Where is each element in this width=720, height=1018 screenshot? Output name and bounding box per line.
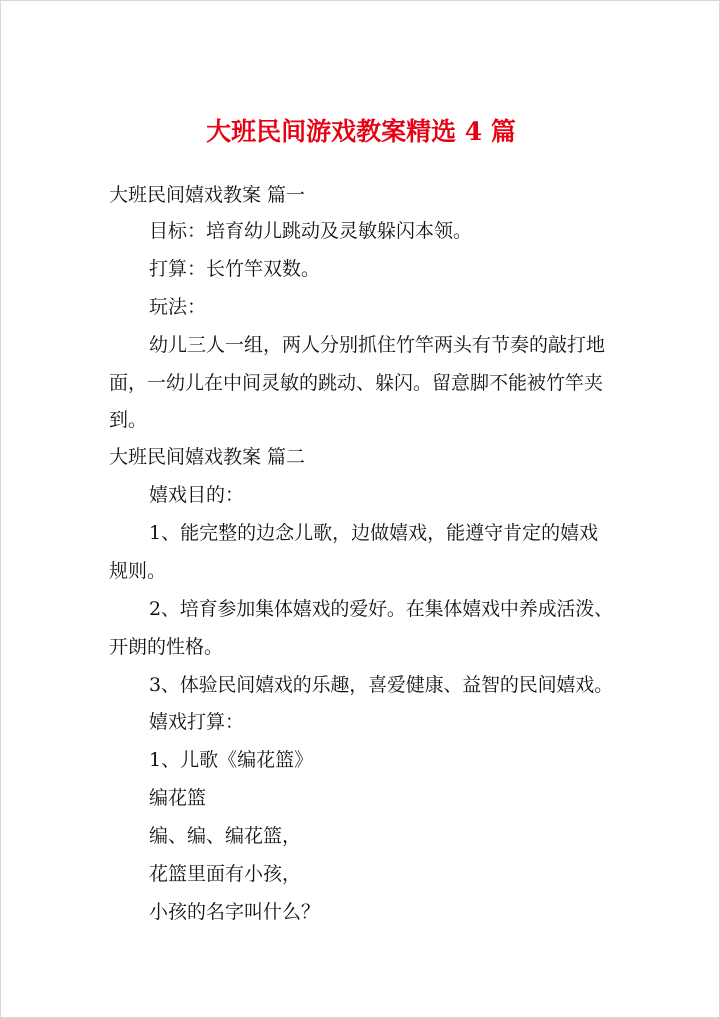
paragraph-purpose-label: 嬉戏目的： [149, 484, 245, 506]
paragraph-method-line-1: 幼儿三人一组，两人分别抓住竹竿两头有节奏的敲打地 [149, 334, 606, 356]
song-line-2: 编、编、编花篮， [149, 825, 302, 847]
paragraph-purpose-1-line-2: 规则。 [109, 560, 167, 582]
paragraph-purpose-3: 3、体验民间嬉戏的乐趣，喜爱健康、益智的民间嬉戏。 [149, 674, 613, 696]
paragraph-method-label: 玩法： [149, 296, 207, 318]
paragraph-purpose-2-line-2: 开朗的性格。 [109, 636, 224, 658]
song-line-1: 编花篮 [149, 787, 207, 809]
paragraph-preparation: 打算：长竹竿双数。 [149, 258, 321, 280]
paragraph-preparation-label: 嬉戏打算： [149, 711, 245, 733]
song-line-4: 小孩的名字叫什么？ [149, 901, 321, 923]
paragraph-method-line-2: 面，一幼儿在中间灵敏的跳动、躲闪。留意脚不能被竹竿夹 [109, 372, 604, 394]
paragraph-purpose-2-line-1: 2、培育参加集体嬉戏的爱好。在集体嬉戏中养成活泼、 [149, 598, 613, 620]
section-heading-2: 大班民间嬉戏教案 篇二 [109, 446, 306, 468]
paragraph-purpose-1-line-1: 1、能完整的边念儿歌，边做嬉戏，能遵守肯定的嬉戏 [149, 522, 599, 544]
song-line-3: 花篮里面有小孩， [149, 863, 302, 885]
paragraph-goal: 目标：培育幼儿跳动及灵敏躲闪本领。 [149, 220, 473, 242]
document-title: 大班民间游戏教案精选 4 篇 [206, 117, 516, 146]
paragraph-method-line-3: 到。 [109, 409, 148, 431]
section-heading-1: 大班民间嬉戏教案 篇一 [109, 184, 306, 206]
paragraph-song-title: 1、儿歌《编花篮》 [149, 749, 314, 771]
